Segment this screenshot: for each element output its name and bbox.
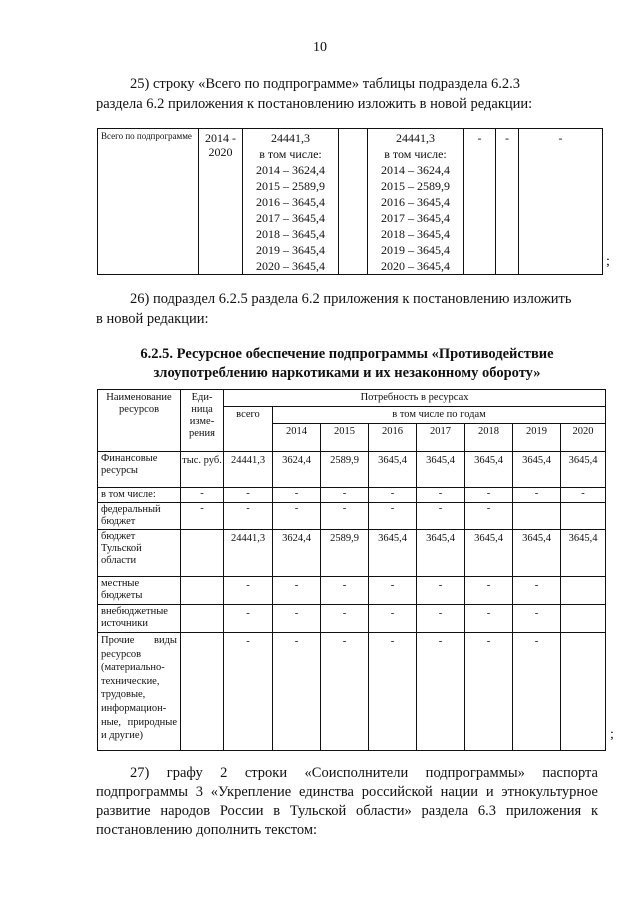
row-value: - [417,488,465,503]
row-value: - [369,577,417,605]
section-heading-line-1: 6.2.5. Ресурсное обеспечение подпрограммы «Противодействие [140,346,554,362]
row-value: - [321,633,369,751]
row-label: в том числе: [98,488,181,503]
row-value: 3645,4 [561,452,606,488]
amount-year-line: 2019 – 3645,4 [381,243,450,257]
amount-total: 24441,3 [271,131,310,145]
row-value [561,605,606,633]
row-value: 2589,9 [321,530,369,577]
row-value: 3645,4 [417,452,465,488]
item-25-line-2: раздела 6.2 приложения к постановлению изложить в новой редакции: [96,96,533,112]
row-total: 24441,3 [224,452,273,488]
row-value: - [465,605,513,633]
table-1-semicolon: ; [606,254,610,269]
row-value: - [513,488,561,503]
dash-cell: - [464,129,496,275]
table-row [98,530,606,577]
row-value: - [513,577,561,605]
row-unit: - [181,488,224,503]
row-value: 3645,4 [465,530,513,577]
header-unit: Еди-ница изме-рения [181,390,224,452]
row-value: - [417,605,465,633]
item-27-line-4: постановлению дополнить текстом: [96,822,318,838]
row-total: - [224,503,273,530]
row-value: - [273,605,321,633]
row-value: 3645,4 [465,452,513,488]
empty-cell [339,129,368,275]
row-total: 24441,3 [224,530,273,577]
table-row [98,488,606,503]
row-value [561,503,606,530]
amount-cell-1 [243,129,339,275]
table-row [98,605,606,633]
row-total: - [224,488,273,503]
row-total: - [224,633,273,751]
row-value: - [513,633,561,751]
row-value: - [273,577,321,605]
year-header: 2015 [321,424,369,452]
row-label: внебюджетные источники [98,605,181,633]
item-26-paragraph [96,289,598,329]
amount-year-line: 2016 – 3645,4 [256,195,325,209]
row-value: - [321,488,369,503]
row-value: - [321,605,369,633]
header-need: Потребность в ресурсах [224,390,606,407]
row-total: - [224,577,273,605]
amount-year-line: 2020 – 3645,4 [256,259,325,273]
row-value [561,577,606,605]
years-cell: 2014 - 2020 [199,129,243,275]
year-header: 2018 [465,424,513,452]
year-header: 2016 [369,424,417,452]
amount-year-line: 2014 – 3624,4 [256,163,325,177]
row-unit [181,605,224,633]
item-27-line-1: 27) графу 2 строки «Соисполнители подпрограммы» паспорта [130,765,598,781]
row-value: - [465,633,513,751]
row-value: 3645,4 [513,530,561,577]
year-header: 2020 [561,424,606,452]
row-value: 2589,9 [321,452,369,488]
year-header: 2019 [513,424,561,452]
row-value: - [417,633,465,751]
row-total: - [224,605,273,633]
table-row [98,633,606,751]
row-label: бюджет Тульской области [98,530,181,577]
section-heading [96,345,598,383]
page-number: 10 [313,40,327,55]
row-value: - [369,488,417,503]
row-value: - [513,605,561,633]
row-value [561,633,606,751]
row-value: - [273,633,321,751]
amount-year-line: 2015 – 2589,9 [381,179,450,193]
header-name: Наименование ресурсов [98,390,181,452]
amount-total: 24441,3 [396,131,435,145]
row-value: 3624,4 [273,452,321,488]
header-by-year: в том числе по годам [273,407,606,424]
row-value: 3645,4 [369,452,417,488]
amount-year-line: 2017 – 3645,4 [256,211,325,225]
row-value: - [273,488,321,503]
item-27-line-3: развитие народов России в Тульской области» раздела 6.3 приложения к [96,803,598,819]
table-row [98,503,606,530]
row-label: Прочие виды ресурсов (материально-технические, трудовые, информацион-ные, природные и другие) [98,633,181,751]
item-27-paragraph [96,764,598,840]
total-label-cell: Всего по подпрограмме [98,129,199,275]
row-value: 3645,4 [417,530,465,577]
year-header: 2014 [273,424,321,452]
row-value: - [465,503,513,530]
table-row [98,452,606,488]
item-26-line-2: в новой редакции: [96,311,209,327]
subprogram-total-table [97,128,603,275]
row-label: местные бюджеты [98,577,181,605]
row-unit [181,577,224,605]
row-value: - [321,577,369,605]
item-25-line-1: 25) строку «Всего по подпрограмме» таблицы подраздела 6.2.3 [130,76,521,92]
row-value: - [273,503,321,530]
row-unit [181,633,224,751]
row-value: 3645,4 [561,530,606,577]
table-2-semicolon: ; [610,727,614,742]
row-value: - [465,488,513,503]
amount-year-line: 2017 – 3645,4 [381,211,450,225]
item-25-paragraph [96,74,598,114]
row-value: - [417,503,465,530]
dash-cell: - [496,129,519,275]
resource-provision-table [97,389,606,751]
row-value: - [465,577,513,605]
amount-in-that: в том числе: [384,147,447,161]
amount-year-line: 2019 – 3645,4 [256,243,325,257]
row-label: Финансовые ресурсы [98,452,181,488]
amount-year-line: 2014 – 3624,4 [381,163,450,177]
amount-year-line: 2018 – 3645,4 [256,227,325,241]
row-value: - [369,605,417,633]
header-total: всего [224,407,273,452]
row-value: - [369,633,417,751]
row-value: 3645,4 [369,530,417,577]
row-value: - [561,488,606,503]
row-value: - [369,503,417,530]
amount-in-that: в том числе: [259,147,322,161]
amount-year-line: 2016 – 3645,4 [381,195,450,209]
item-27-line-2: подпрограммы 3 «Укрепление единства российской нации и этнокультурное [96,784,598,800]
row-unit [181,530,224,577]
amount-cell-2 [368,129,464,275]
dash-cell: - [519,129,603,275]
amount-year-line: 2015 – 2589,9 [256,179,325,193]
section-heading-line-2: злоупотреблению наркотиками и их незаконному обороту» [153,365,541,381]
row-value: - [321,503,369,530]
row-value: - [417,577,465,605]
row-value: 3645,4 [513,452,561,488]
amount-year-line: 2020 – 3645,4 [381,259,450,273]
row-value: 3624,4 [273,530,321,577]
row-unit: - [181,503,224,530]
item-26-line-1: 26) подраздел 6.2.5 раздела 6.2 приложения к постановлению изложить [130,291,572,307]
table-row [98,577,606,605]
row-label: федеральный бюджет [98,503,181,530]
row-value [513,503,561,530]
row-unit: тыс. руб. [181,452,224,488]
amount-year-line: 2018 – 3645,4 [381,227,450,241]
year-header: 2017 [417,424,465,452]
